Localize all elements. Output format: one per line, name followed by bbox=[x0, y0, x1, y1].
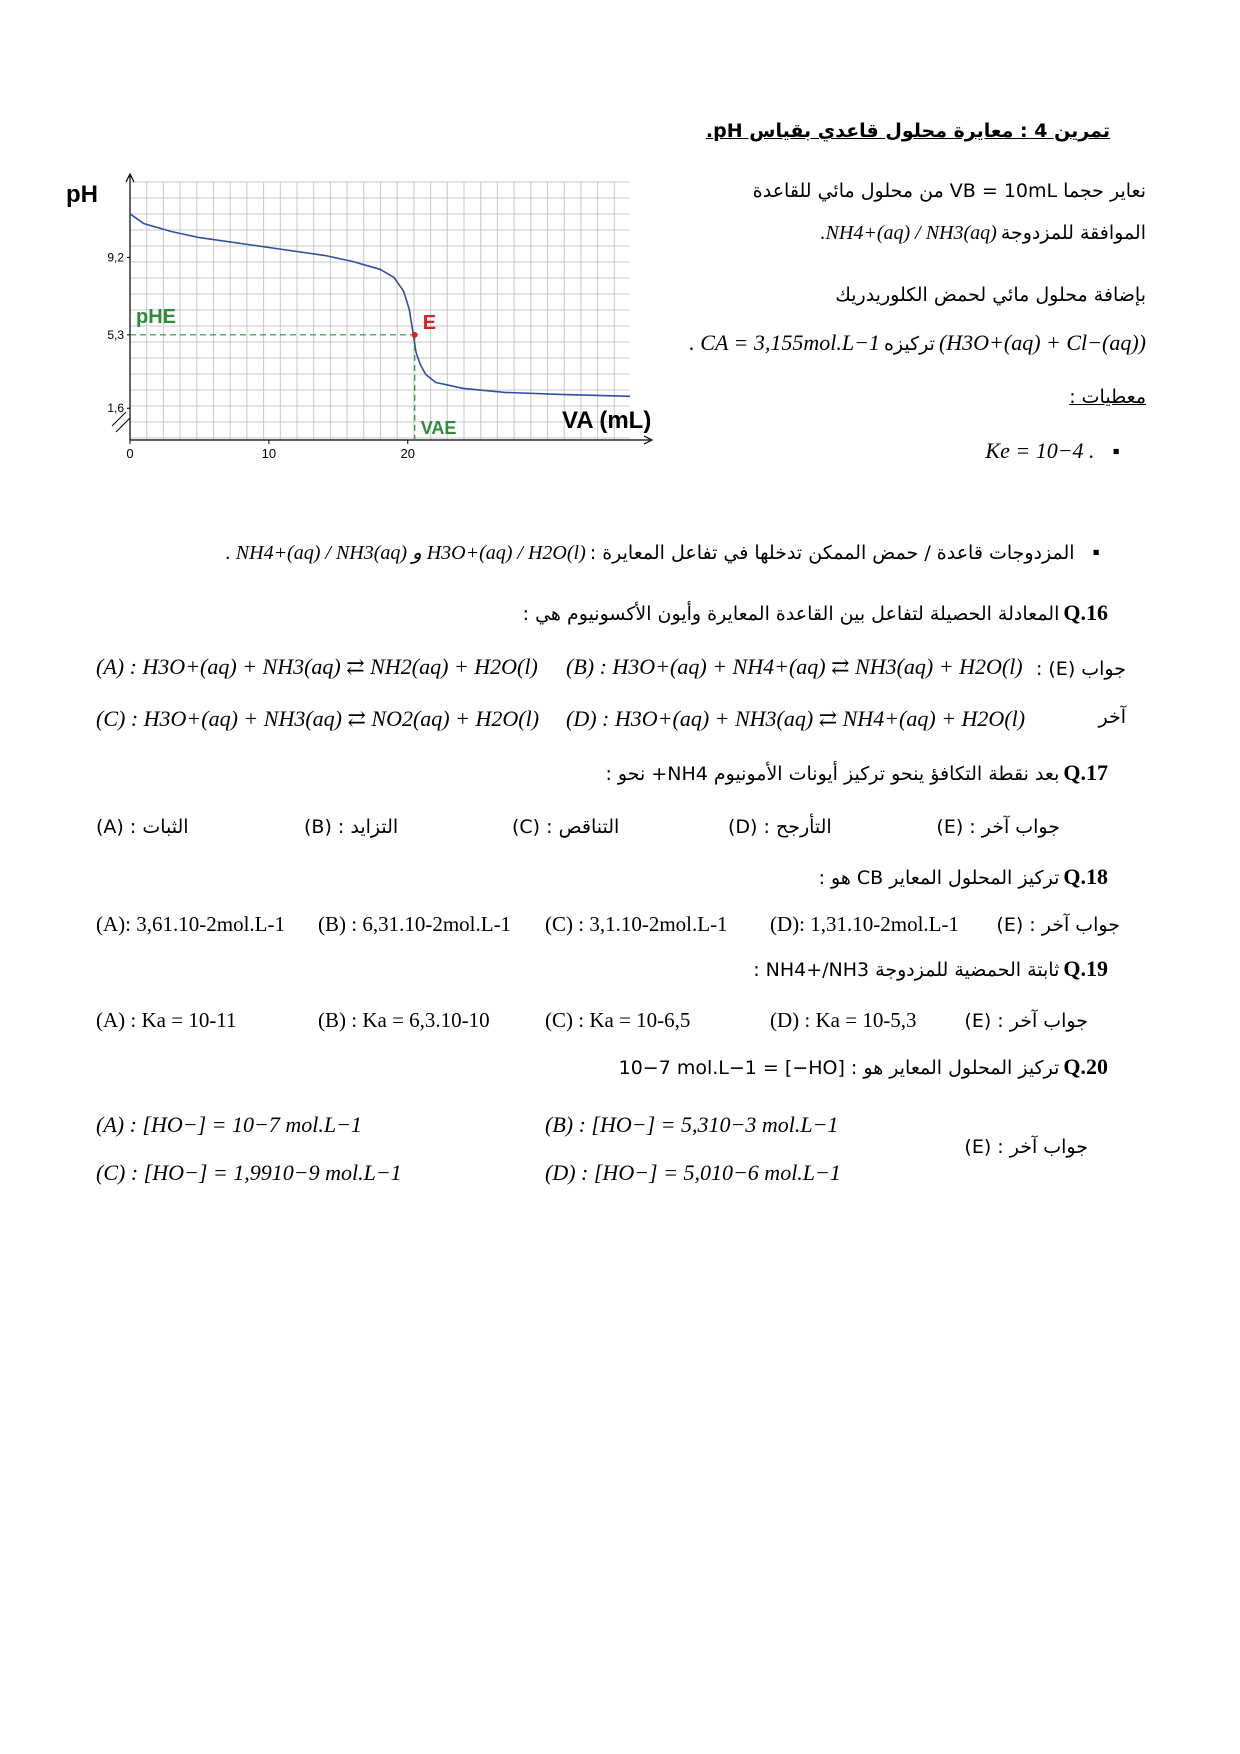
q18-option-d: (D): 1,31.10-2mol.L-1 bbox=[770, 912, 959, 936]
q19-option-c: (C) : Ka = 10-6,5 bbox=[545, 1008, 691, 1032]
ke-item bbox=[985, 438, 1120, 464]
question-16 bbox=[523, 600, 1108, 626]
equivalence-point bbox=[412, 332, 418, 338]
q18-option-b: (B) : 6,31.10-2mol.L-1 bbox=[318, 912, 512, 936]
intro-line-2-text: الموافقة للمزدوجة bbox=[1000, 222, 1146, 244]
bullet-icon: ▪ bbox=[1112, 439, 1120, 463]
concentration-label: تركيزه bbox=[883, 333, 935, 355]
question-19 bbox=[753, 956, 1108, 982]
question-text: تركيز المحلول المعاير CB هو : bbox=[818, 867, 1060, 889]
y-tick-label: 9,2 bbox=[107, 250, 124, 265]
concentration-value: CA = 3,155mol.L−1 . bbox=[689, 330, 880, 355]
acid-formula: (H3O+(aq) + Cl−(aq)) bbox=[938, 330, 1146, 355]
q20-option-d: (D) : [HO−] = 5,010−6 mol.L−1 bbox=[545, 1160, 841, 1185]
x-tick-label: 20 bbox=[400, 446, 416, 461]
q19-option-d: (D) : Ka = 10-5,3 bbox=[770, 1008, 917, 1032]
question-text: بعد نقطة التكافؤ ينحو تركيز أيونات الأمونيوم NH4+ نحو : bbox=[605, 763, 1060, 785]
question-number: Q.18 bbox=[1063, 864, 1108, 889]
question-text: المعادلة الحصيلة لتفاعل بين القاعدة المعايرة وأيون الأكسونيوم هي : bbox=[522, 603, 1060, 625]
q18-option-a: (A): 3,61.10-2mol.L-1 bbox=[96, 912, 285, 936]
q17-option-e: جواب آخر : (E) bbox=[936, 816, 1060, 838]
chart-grid bbox=[130, 182, 630, 440]
ke-formula: . Ke = 10−4 bbox=[985, 438, 1095, 463]
exercise-title: تمرين 4 : معايرة محلول قاعدي بقياس pH. bbox=[705, 120, 1110, 142]
q20-option-a: (A) : [HO−] = 10−7 mol.L−1 bbox=[96, 1112, 362, 1137]
y-axis-label: pH bbox=[66, 181, 98, 208]
q16-option-c: (C) : H3O+(aq) + NH3(aq) ⇄ NO2(aq) + H2O(l) bbox=[96, 706, 540, 731]
q16-option-e: جواب (E) : bbox=[1035, 658, 1126, 680]
question-number: Q.16 bbox=[1063, 600, 1108, 625]
bullet-icon: ▪ bbox=[1092, 540, 1100, 564]
question-text: تركيز المحلول المعاير هو : [HO−] = 10−7 mol.L−1 bbox=[618, 1057, 1060, 1079]
chart-marks bbox=[130, 332, 418, 440]
x-tick-label: 10 bbox=[261, 446, 277, 461]
question-18 bbox=[819, 864, 1108, 890]
q16-option-b: (B) : H3O+(aq) + NH4+(aq) ⇄ NH3(aq) + H2O(l) bbox=[566, 654, 1023, 679]
question-number: Q.17 bbox=[1063, 760, 1108, 785]
question-text: ثابتة الحمضية للمزدوجة NH4+/NH3 : bbox=[753, 959, 1060, 981]
intro-line-1: نعاير حجما VB = 10mL من محلول مائي للقاعدة bbox=[752, 180, 1146, 202]
y-tick-label: 5,3 bbox=[107, 327, 124, 342]
q16-option-a: (A) : H3O+(aq) + NH3(aq) ⇄ NH2(aq) + H2O(l) bbox=[96, 654, 538, 679]
question-number: Q.20 bbox=[1063, 1054, 1108, 1079]
q20-option-e: جواب آخر : (E) bbox=[964, 1136, 1088, 1158]
q19-option-a: (A) : Ka = 10-11 bbox=[96, 1008, 237, 1032]
intro-line-2 bbox=[821, 222, 1146, 245]
q17-option-d: (D) : التأرجح bbox=[728, 816, 832, 838]
q19-option-e: جواب آخر : (E) bbox=[964, 1010, 1088, 1032]
titration-chart bbox=[60, 170, 680, 490]
x-axis-label: VA (mL) bbox=[562, 407, 652, 434]
q17-option-c: (C) : التناقص bbox=[512, 816, 620, 838]
q19-option-b: (B) : Ka = 6,3.10-10 bbox=[318, 1008, 490, 1032]
q17-option-b: (B) : التزايد bbox=[304, 816, 399, 838]
couple-formula: NH4+(aq) / NH3(aq). bbox=[820, 222, 997, 244]
chart-labels bbox=[66, 181, 651, 461]
q18-option-e: جواب آخر : (E) bbox=[996, 914, 1120, 936]
x-tick-label: 0 bbox=[126, 446, 134, 461]
data-heading: معطيات : bbox=[1069, 386, 1146, 408]
q20-option-b: (B) : [HO−] = 5,310−3 mol.L−1 bbox=[545, 1112, 839, 1137]
q20-option-c: (C) : [HO−] = 1,9910−9 mol.L−1 bbox=[96, 1160, 402, 1185]
couples-item bbox=[226, 540, 1100, 565]
question-20 bbox=[619, 1054, 1108, 1080]
question-number: Q.19 bbox=[1063, 956, 1108, 981]
y-tick-label: 1,6 bbox=[107, 401, 124, 416]
phe-label: pHE bbox=[136, 305, 176, 328]
q17-option-a: (A) : الثبات bbox=[96, 816, 189, 838]
equivalence-label: E bbox=[422, 311, 437, 334]
couples-formula: H3O+(aq) / H2O(l) و NH4+(aq) / NH3(aq) . bbox=[225, 542, 586, 564]
vae-label: VAE bbox=[420, 418, 457, 438]
q18-option-c: (C) : 3,1.10-2mol.L-1 bbox=[545, 912, 728, 936]
intro-line-3: بإضافة محلول مائي لحمض الكلوريدريك bbox=[835, 284, 1146, 306]
q16-option-d: (D) : H3O+(aq) + NH3(aq) ⇄ NH4+(aq) + H2O(l) bbox=[566, 706, 1026, 731]
q16-option-e-cont: آخر bbox=[1098, 706, 1126, 728]
intro-line-4 bbox=[689, 330, 1146, 356]
question-17 bbox=[605, 760, 1108, 786]
couples-text: المزدوجات قاعدة / حمض الممكن تدخلها في تفاعل المعايرة : bbox=[589, 542, 1075, 564]
